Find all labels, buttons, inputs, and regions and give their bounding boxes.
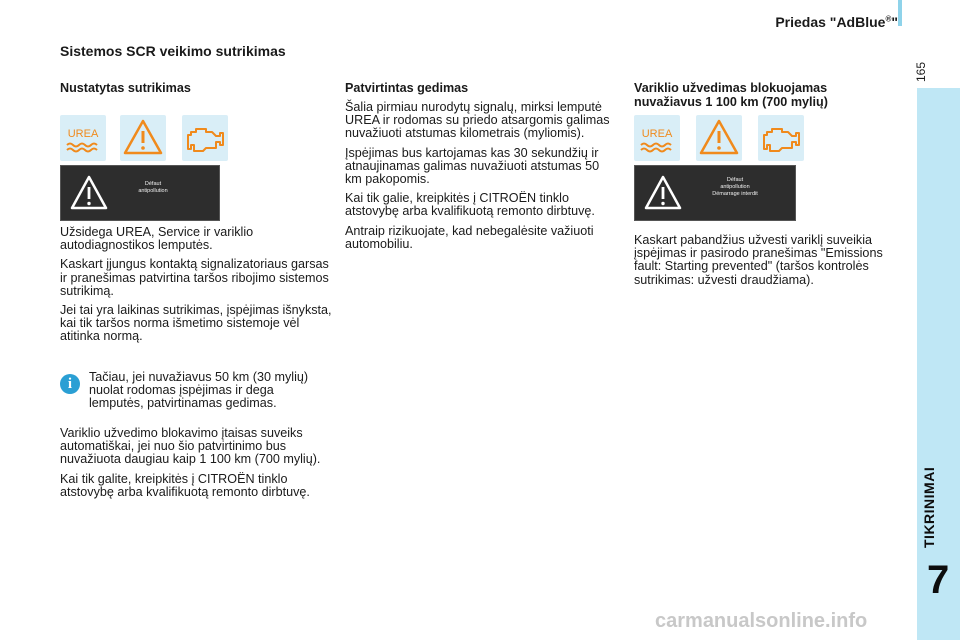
svg-text:UREA: UREA: [67, 128, 99, 140]
svg-text:UREA: UREA: [641, 128, 673, 140]
column-start-prevented: [634, 81, 884, 115]
warning-triangle-icon: [120, 115, 166, 161]
info-note: [89, 371, 309, 417]
column-start-prevented-body: [634, 234, 884, 293]
display-message: [123, 181, 183, 195]
paragraph: Įspėjimas bus kartojamas kas 30 sekundžių ir atnaujinamas galimas nuvažiuoti atstumas 50 km pakopomis.: [345, 145, 600, 187]
chapter-number: 7: [927, 558, 950, 602]
urea-warning-icon: [60, 115, 106, 161]
subheading-detected-fault: Nustatytas sutrikimas: [60, 81, 191, 95]
paragraph: Kai tik galite, kreipkitės į CITROËN tinklo atstovybę arba kvalifikuotą remonto dirbtuvę.: [60, 471, 310, 499]
display-warning-icon: [643, 173, 683, 213]
paragraph: Šalia pirmiau nurodytų signalų, mirksi lemputė UREA ir rodomas su priedo atsargomis galimas nuvažiuoti atstumas kilometrais (myliomis).: [345, 100, 610, 141]
registered-mark: ®: [885, 14, 892, 24]
paragraph: Antraip rizikuojate, kad nebegalėsite važiuoti automobiliu.: [345, 223, 594, 251]
section-title: Sistemos SCR veikimo sutrikimas: [60, 43, 286, 59]
urea-warning-icon: [634, 115, 680, 161]
page-header-title: [775, 14, 898, 30]
paragraph: Užsidega UREA, Service ir variklio autodiagnostikos lemputės.: [60, 225, 254, 253]
subheading-confirmed-fault: Patvirtintas gedimas: [345, 81, 469, 95]
column-detected-fault-body: [60, 226, 332, 350]
display-line-2: antipollution: [720, 184, 750, 190]
header-title-end: ": [891, 14, 898, 30]
watermark: carmanualsonline.info: [655, 610, 868, 632]
subheading-start-prevented: Variklio užvedimas blokuojamas nuvažiavus 1 100 km (700 mylių): [634, 81, 828, 109]
chapter-label: TIKRINIMAI: [921, 466, 937, 548]
display-line-3: Démarrage interdit: [712, 191, 758, 197]
engine-diagnostic-icon: [758, 115, 804, 161]
dashboard-display-start-prevented: [634, 165, 796, 221]
display-message: [695, 177, 775, 198]
header-accent-bar: [898, 0, 902, 26]
info-icon: i: [60, 374, 80, 394]
engine-diagnostic-icon: [182, 115, 228, 161]
page-number: 165: [914, 61, 928, 82]
display-line-1: Défaut: [144, 181, 162, 187]
column-detected-fault: [60, 81, 330, 101]
paragraph: Jei tai yra laikinas sutrikimas, įspėjimas išnyksta, kai tik taršos norma išmetimo sistemoje vėl atitinka normą.: [60, 303, 332, 344]
display-line-1: Défaut: [726, 177, 744, 183]
paragraph: Kai tik galie, kreipkitės į CITROËN tinklo atstovybę arba kvalifikuotą remonto dirbtuvę.: [345, 191, 595, 219]
column-confirmed-fault: [345, 81, 617, 257]
dashboard-display-fault: [60, 165, 220, 221]
column-detected-fault-footer: [60, 427, 332, 505]
paragraph: Kaskart pabandžius užvesti variklį suveikia įspėjimas ir pasirodo pranešimas "Emissions fault: Starting prevented" (taršos kontrolės sutrikimas: užvesti draudžiama).: [634, 233, 883, 287]
header-title-text: Priedas "AdBlue: [775, 14, 886, 30]
warning-triangle-icon: [696, 115, 742, 161]
paragraph: Variklio užvedimo blokavimo įtaisas suveiks automatiškai, jei nuo šio patvirtinimo bus nuvažiuota daugiau kaip 1 100 km (700 mylių).: [60, 426, 321, 467]
display-warning-icon: [69, 173, 109, 213]
display-line-2: antipollution: [138, 188, 168, 194]
info-text: Tačiau, jei nuvažiavus 50 km (30 mylių) nuolat rodomas įspėjimas ir dega lemputės, patvirtinamas gedimas.: [89, 370, 309, 411]
paragraph: Kaskart įjungus kontaktą signalizatoriaus garsas ir pranešimas patvirtina taršos ribojimo sistemos sutrikimą.: [60, 257, 329, 298]
